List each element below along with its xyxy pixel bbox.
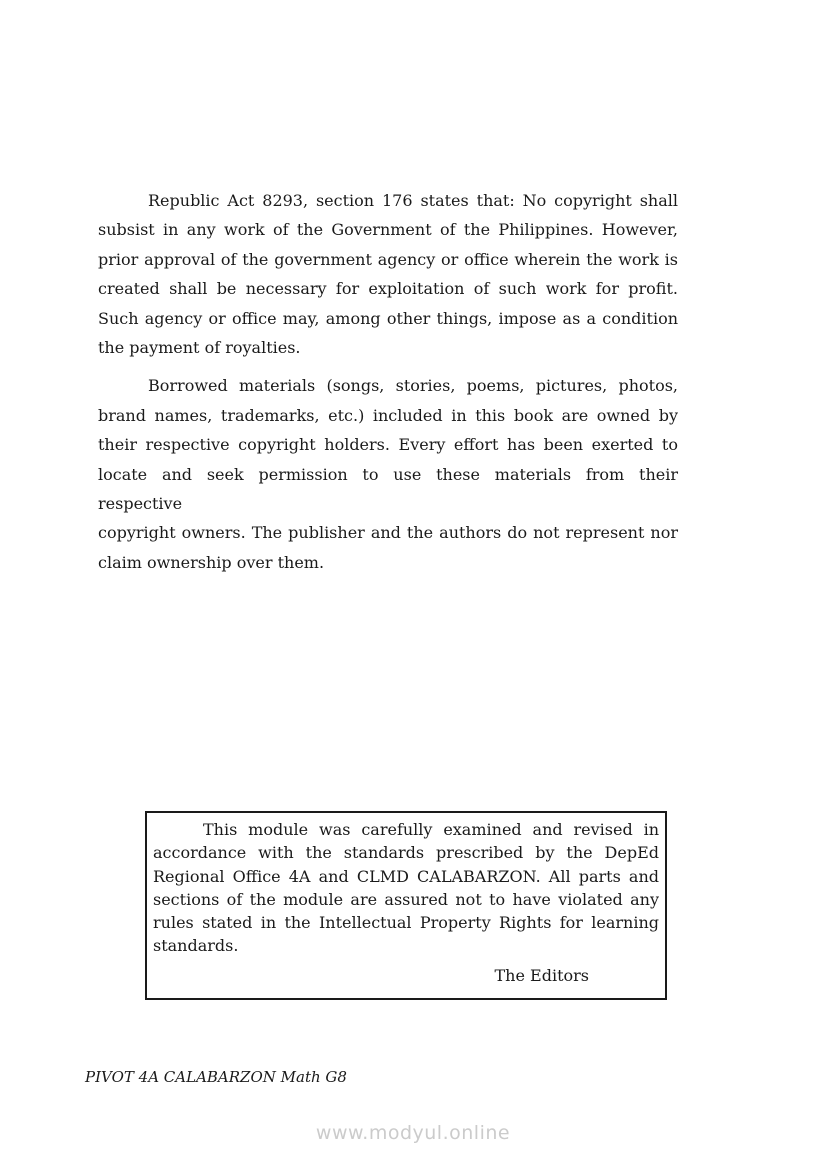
copyright-paragraph-2 bbox=[98, 371, 678, 577]
disclaimer-line: This module was carefully examined and revised in bbox=[203, 820, 659, 839]
paragraph-line: locate and seek permission to use these materials from their respective bbox=[98, 464, 678, 514]
paragraph-line: copyright owners. The publisher and the authors do not represent nor bbox=[98, 523, 678, 543]
copyright-paragraph-1 bbox=[98, 186, 678, 362]
footer-module-title: PIVOT 4A CALABARZON Math G8 bbox=[85, 1068, 347, 1086]
disclaimer-line: Regional Office 4A and CLMD CALABARZON. All parts and bbox=[153, 866, 659, 886]
editors-signature: The Editors bbox=[494, 965, 589, 985]
paragraph-line: prior approval of the government agency or office wherein the work is bbox=[98, 249, 678, 269]
paragraph-line: claim ownership over them. bbox=[98, 552, 325, 572]
editors-disclaimer-box bbox=[145, 811, 667, 1000]
paragraph-line: Republic Act 8293, section 176 states that: No copyright shall bbox=[148, 191, 678, 210]
paragraph-line: subsist in any work of the Government of the Philippines. However, bbox=[98, 220, 678, 240]
paragraph-line: Such agency or office may, among other things, impose as a condition bbox=[98, 308, 678, 328]
paragraph-line: their respective copyright holders. Every effort has been exerted to bbox=[98, 435, 678, 455]
watermark-text: www.modyul.online bbox=[315, 1122, 511, 1144]
paragraph-line: created shall be necessary for exploitation of such work for profit. bbox=[98, 279, 678, 299]
copyright-notice bbox=[98, 186, 678, 586]
disclaimer-line: sections of the module are assured not to have violated any bbox=[153, 889, 659, 909]
paragraph-line: Borrowed materials (songs, stories, poems, pictures, photos, bbox=[148, 376, 678, 396]
disclaimer-line: rules stated in the Intellectual Property Rights for learning bbox=[153, 913, 659, 933]
paragraph-line: the payment of royalties. bbox=[98, 338, 301, 358]
disclaimer-line: accordance with the standards prescribed by the DepEd bbox=[153, 843, 659, 863]
disclaimer-line: standards. bbox=[153, 936, 239, 956]
paragraph-line: brand names, trademarks, etc.) included in this book are owned by bbox=[98, 405, 678, 425]
